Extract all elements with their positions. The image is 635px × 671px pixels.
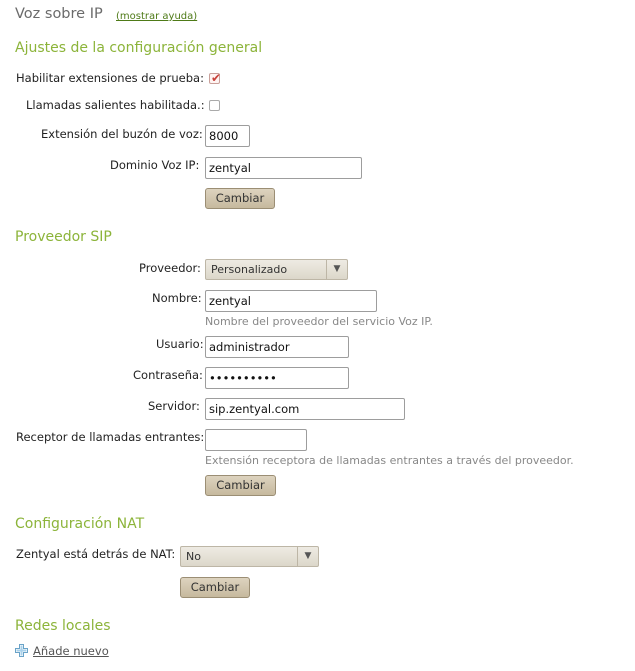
incoming-receiver-label: Receptor de llamadas entrantes: [16,430,205,444]
server-label: Servidor: [148,399,200,413]
chevron-down-icon: ▼ [326,260,347,279]
password-label: Contraseña: [133,368,203,382]
test-extensions-label: Habilitar extensiones de prueba: [16,71,204,85]
server-input[interactable]: sip.zentyal.com [205,398,405,420]
user-input[interactable]: administrador [205,336,349,358]
nat-change-button[interactable]: Cambiar [180,577,250,598]
outgoing-calls-label: Llamadas salientes habilitada.: [26,98,205,112]
page-title: Voz sobre IP [15,6,103,22]
voicemail-extension-label: Extensión del buzón de voz: [41,127,203,141]
checkmark-icon: ✔ [211,71,222,85]
show-help-link[interactable]: (mostrar ayuda) [116,11,198,22]
provider-select[interactable] [205,259,348,280]
voicemail-extension-input[interactable]: 8000 [205,125,250,147]
add-new-link[interactable]: Añade nuevo [33,644,109,658]
sip-change-button[interactable]: Cambiar [205,475,276,496]
name-label: Nombre: [152,291,202,305]
test-extensions-checkbox[interactable] [209,73,220,84]
behind-nat-label: Zentyal está detrás de NAT: [16,547,176,561]
add-icon[interactable] [15,644,28,657]
local-networks-section-title: Redes locales [15,618,111,634]
incoming-receiver-input[interactable] [205,429,307,451]
provider-selected-value: Personalizado [211,263,288,276]
incoming-receiver-hint: Extensión receptora de llamadas entrantes a través del proveedor. [205,454,574,467]
name-input[interactable]: zentyal [205,290,377,312]
nat-section-title: Configuración NAT [15,516,145,532]
behind-nat-select[interactable] [180,546,319,567]
name-hint: Nombre del proveedor del servicio Voz IP. [205,315,433,328]
sip-section-title: Proveedor SIP [15,229,112,245]
user-label: Usuario: [156,337,204,351]
provider-label: Proveedor: [139,261,201,275]
password-input[interactable]: •••••••••• [205,367,349,389]
chevron-down-icon: ▼ [297,547,318,566]
voip-domain-label: Dominio Voz IP: [110,158,200,172]
voip-domain-input[interactable]: zentyal [205,157,362,179]
outgoing-calls-checkbox[interactable] [209,100,220,111]
general-section-title: Ajustes de la configuración general [15,40,263,56]
general-change-button[interactable]: Cambiar [205,188,275,209]
behind-nat-selected-value: No [186,550,201,563]
